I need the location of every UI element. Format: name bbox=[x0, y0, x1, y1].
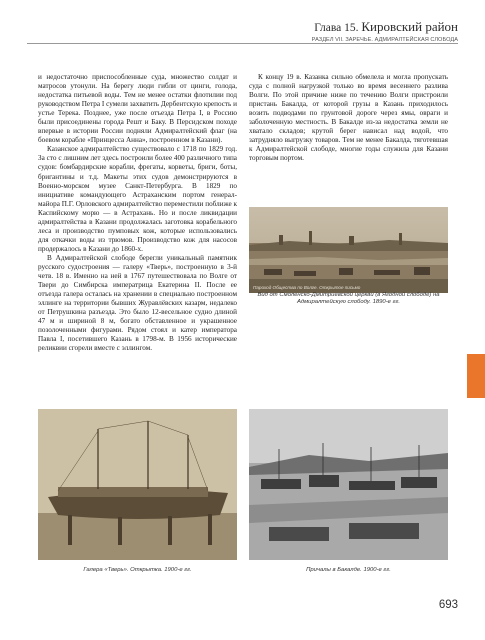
page-number: 693 bbox=[438, 599, 458, 611]
photo-bakalda-docks bbox=[249, 409, 448, 560]
chapter-heading bbox=[312, 20, 458, 35]
chapter-label: Глава 15. bbox=[314, 22, 359, 34]
right-text-column bbox=[249, 73, 448, 163]
photo-inset-caption: Пароход Общества по Волге. Открытое письмо bbox=[253, 285, 361, 290]
docks-image bbox=[249, 409, 448, 560]
chapter-title: Кировский район bbox=[361, 19, 458, 34]
paragraph: К концу 19 в. Казанка сильно обмелела и могла пропускать суда с полной нагрузкой только во время весеннего разлива Волги. По этой причине ниже по течению Волги пристроили пристань Бакалда, от которой грузы в Казань приходилось возить подводами по грунтовой дороге через ямы, овраги и заболоченную местность. В Бакалде из-за недостатка земли не хватало складов; крутой берег нависал над водой, что затрудняло выгрузку товаров. Тем не менее Бакалда, тяготевшая к Адмиралтейской слободе, многие годы служила для Казани торговым портом. bbox=[249, 73, 448, 163]
header-rule bbox=[27, 43, 458, 44]
galley-image bbox=[38, 409, 237, 560]
paragraph: Казанское адмиралтейство существовало с 1718 по 1829 год. За сто с лишним лет здесь построили более 400 различного типа судов: бомбардирские корабли, фрегаты, корветы, бриги, боты, бригантины и т.д. Макеты этих судов демонстрируются в Военно-морском музее Санкт-Петербурга. В 1829 по инициативе командующего Астраханским портом генерал-майора П.Г. Орловского адмиралтейство переместили поближе к Каспийскому морю — в Астрахань. Но и после ликвидации адмиралтейства в Казани продолжалась заготовка корабельного леса и производство пумповых кож, которые использовались для откачки воды из трюмов. Производство кож для насосов продержалось в Казани до 1860-х. bbox=[38, 145, 237, 253]
panorama-caption: Вид от Смоленско-Дмитриевской церкви (в Ягодной слободе) на Адмиралтейскую слободу. 1890-е гг. bbox=[257, 292, 440, 306]
paragraph: В Адмиралтейской слободе берегли уникальный памятник русского судостроения — галеру «Тверь», построенную в 3-й четв. 18 в. Именно на ней в 1767 путешествовала по Волге от Твери до Симбирска императрица Екатерина II. После ее отъезда галера осталась на хранении в специально построенном эллинге на территории бывших Журавлёвских казарм, недалеко от Петрушкина разъезда. Это было 12-весельное судно длиной 47 м и шириной 8 м, богато обставленное и украшенное позолоченными фигурами. Рядом стоял и катер императора Павла I, посетившего Казань в 1798-м. В 1956 исторические реликвии сгорели вместе с эллингом. bbox=[38, 253, 237, 353]
chapter-edge-tab bbox=[467, 354, 485, 398]
running-header bbox=[312, 20, 458, 43]
docks-caption: Причалы в Бакалде. 1900-е гг. bbox=[306, 567, 391, 573]
section-title: РАЗДЕЛ VII. ЗАРЕЧЬЕ. АДМИРАЛТЕЙСКАЯ СЛОБОДА bbox=[311, 37, 458, 43]
paragraph: и недостаточно приспособленные суда, множество солдат и матросов утонули. На берегу люди гибли от цинги, голода, недостатка питьевой воды. Тем не менее остатки флотилии под руководством Петра I сумели захватить Дербентскую крепость и устье Терека. Позднее, уже после отъезда Петра I, в Россию были присоединены города Решт и Баку. В Персидском походе впервые в истории России подняли Адмиралтейский флаг (на боевом корабле «Принцесса Анна», построенном в Казани). bbox=[38, 73, 237, 145]
panorama-image bbox=[249, 207, 448, 293]
left-text-column bbox=[38, 73, 237, 353]
photo-sloboda-panorama bbox=[249, 207, 448, 293]
galley-caption: Галера «Тверь». Открытка. 1900-е гг. bbox=[83, 567, 192, 573]
photo-galley-tver bbox=[38, 409, 237, 560]
